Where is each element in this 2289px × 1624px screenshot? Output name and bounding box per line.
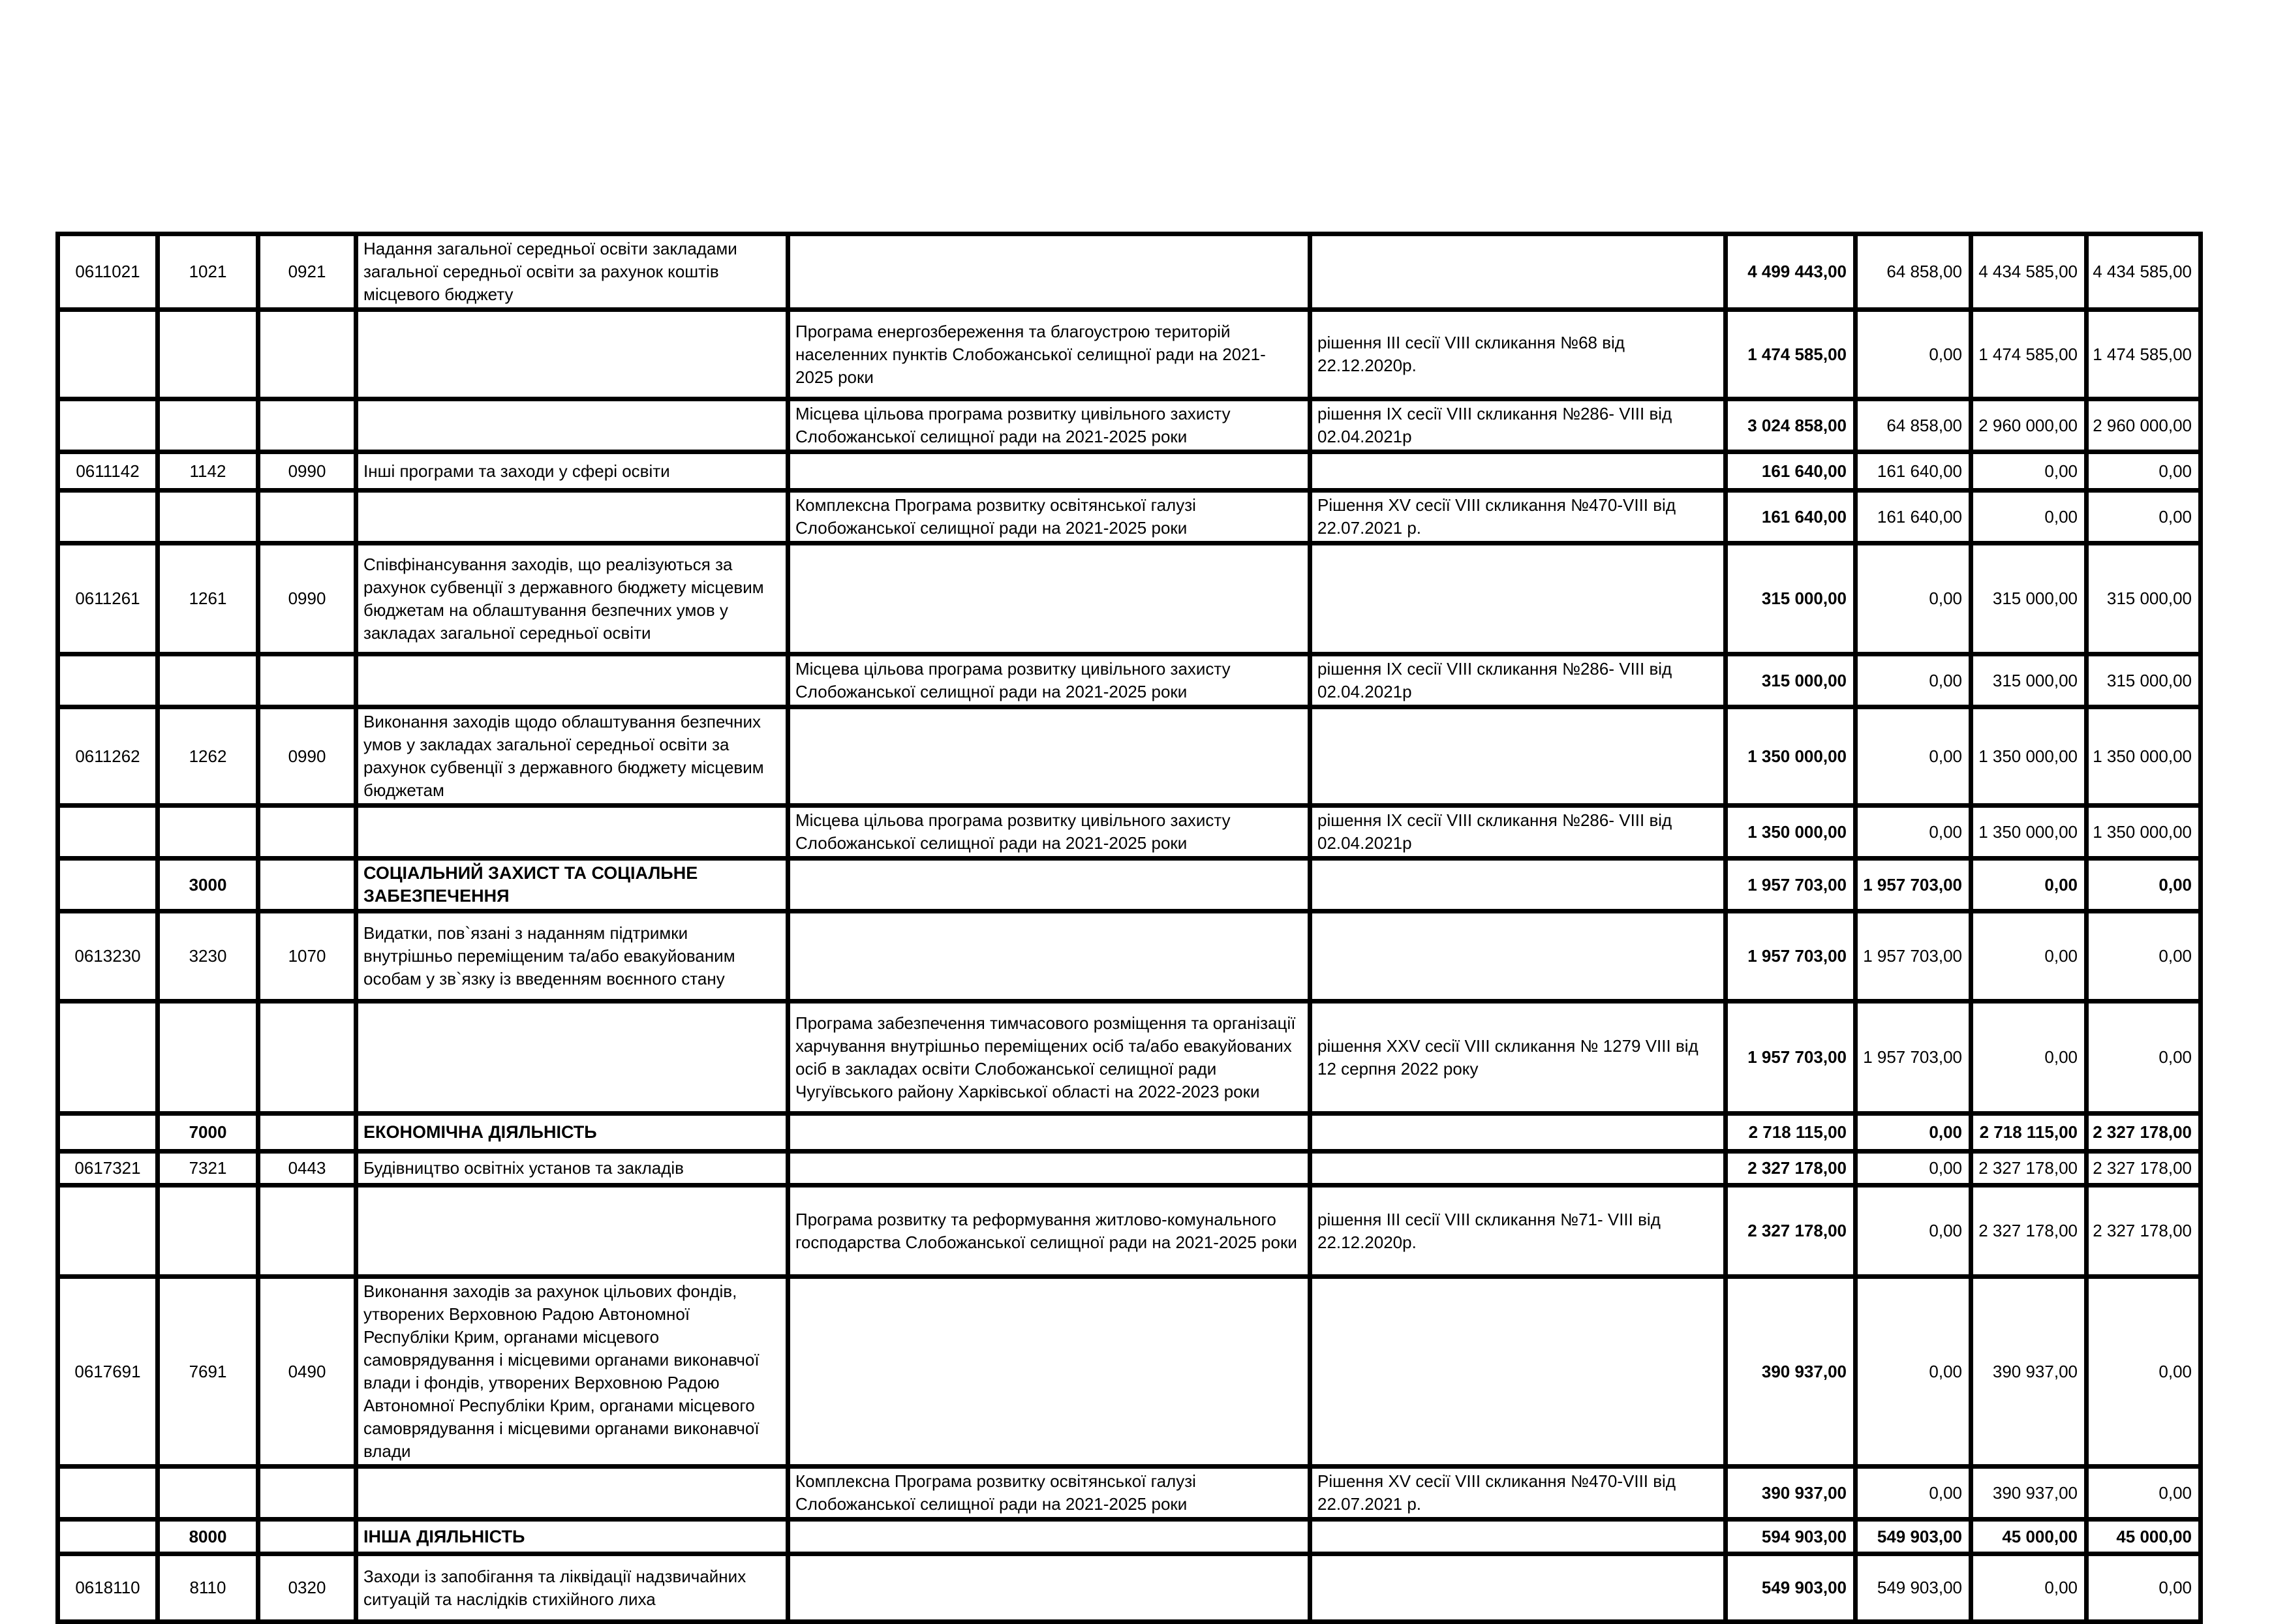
table-row	[58, 310, 2201, 399]
general-fund-cell: 0,00	[1856, 310, 1971, 399]
decision-cell	[1310, 1554, 1726, 1622]
general-fund-cell: 549 903,00	[1856, 1520, 1971, 1554]
total-amount-cell: 1 350 000,00	[1726, 806, 1856, 859]
decision-cell: рішення III сесії VIII скликання №68 від 22.12.2020р.	[1310, 310, 1726, 399]
code-program-cell	[58, 859, 158, 912]
code-program-cell: 0617321	[58, 1152, 158, 1186]
code-tpkvk-cell: 7000	[158, 1114, 258, 1152]
code-fk-cell: 0990	[258, 707, 356, 806]
code-program-cell	[58, 1467, 158, 1520]
special-fund-cell: 2 960 000,00	[1971, 399, 2087, 452]
code-program-cell: 0617691	[58, 1277, 158, 1467]
special-fund-cell: 2 718 115,00	[1971, 1114, 2087, 1152]
development-budget-cell: 0,00	[2087, 1467, 2201, 1520]
code-tpkvk-cell	[158, 310, 258, 399]
general-fund-cell: 1 957 703,00	[1856, 859, 1971, 912]
name-cell: Співфінансування заходів, що реалізуються за рахунок субвенції з державного бюджету місцевим бюджетам на облаштування безпечних умов у закладах загальної середньої освіти	[356, 544, 788, 654]
general-fund-cell: 64 858,00	[1856, 234, 1971, 310]
special-fund-cell: 315 000,00	[1971, 544, 2087, 654]
total-amount-cell: 161 640,00	[1726, 452, 1856, 491]
table-row	[58, 1002, 2201, 1114]
table-row	[58, 654, 2201, 707]
code-program-cell: 0611021	[58, 234, 158, 310]
code-fk-cell: 1070	[258, 912, 356, 1002]
program-cell: Місцева цільова програма розвитку цивільного захисту Слобожанської селищної ради на 2021-2025 роки	[788, 399, 1310, 452]
general-fund-cell: 0,00	[1856, 806, 1971, 859]
program-cell: Місцева цільова програма розвитку цивільного захисту Слобожанської селищної ради на 2021-2025 роки	[788, 654, 1310, 707]
code-fk-cell	[258, 654, 356, 707]
code-tpkvk-cell: 1261	[158, 544, 258, 654]
name-cell: ЕКОНОМІЧНА ДІЯЛЬНІСТЬ	[356, 1114, 788, 1152]
table-row	[58, 1554, 2201, 1622]
general-fund-cell: 0,00	[1856, 1152, 1971, 1186]
decision-cell	[1310, 234, 1726, 310]
development-budget-cell: 2 327 178,00	[2087, 1114, 2201, 1152]
general-fund-cell: 161 640,00	[1856, 491, 1971, 544]
table-row	[58, 234, 2201, 310]
name-cell	[356, 1467, 788, 1520]
decision-cell: Рішення XV сесії VIII скликання №470-VIII від 22.07.2021 р.	[1310, 491, 1726, 544]
code-program-cell	[58, 1186, 158, 1277]
program-cell	[788, 234, 1310, 310]
code-fk-cell	[258, 1186, 356, 1277]
table-row	[58, 859, 2201, 912]
code-tpkvk-cell: 3230	[158, 912, 258, 1002]
code-tpkvk-cell: 1021	[158, 234, 258, 310]
development-budget-cell: 2 327 178,00	[2087, 1186, 2201, 1277]
code-program-cell	[58, 399, 158, 452]
name-cell	[356, 491, 788, 544]
special-fund-cell: 0,00	[1971, 1554, 2087, 1622]
total-amount-cell: 1 957 703,00	[1726, 859, 1856, 912]
code-program-cell: 0611262	[58, 707, 158, 806]
code-fk-cell: 0490	[258, 1277, 356, 1467]
name-cell: Надання загальної середньої освіти закладами загальної середньої освіти за рахунок коштів місцевого бюджету	[356, 234, 788, 310]
name-cell: ІНША ДІЯЛЬНІСТЬ	[356, 1520, 788, 1554]
program-cell	[788, 452, 1310, 491]
name-cell: Інші програми та заходи у сфері освіти	[356, 452, 788, 491]
total-amount-cell: 315 000,00	[1726, 654, 1856, 707]
special-fund-cell: 390 937,00	[1971, 1467, 2087, 1520]
code-fk-cell	[258, 491, 356, 544]
decision-cell	[1310, 1152, 1726, 1186]
development-budget-cell: 0,00	[2087, 859, 2201, 912]
code-fk-cell: 0990	[258, 452, 356, 491]
development-budget-cell: 1 474 585,00	[2087, 310, 2201, 399]
code-tpkvk-cell: 7691	[158, 1277, 258, 1467]
code-program-cell	[58, 1002, 158, 1114]
decision-cell: рішення IX сесії VIII скликання №286- VIII від 02.04.2021р	[1310, 654, 1726, 707]
decision-cell	[1310, 1277, 1726, 1467]
program-cell: Програма енергозбереження та благоустрою територій населенних пунктів Слобожанської селищної ради на 2021-2025 роки	[788, 310, 1310, 399]
table-row	[58, 806, 2201, 859]
total-amount-cell: 161 640,00	[1726, 491, 1856, 544]
program-cell: Програма розвитку та реформування житлово-комунального господарства Слобожанської селищної ради на 2021-2025 роки	[788, 1186, 1310, 1277]
name-cell	[356, 1186, 788, 1277]
special-fund-cell: 1 350 000,00	[1971, 707, 2087, 806]
development-budget-cell: 0,00	[2087, 1554, 2201, 1622]
program-cell: Комплексна Програма розвитку освітянської галузі Слобожанської селищної ради на 2021-2025 роки	[788, 1467, 1310, 1520]
name-cell	[356, 1002, 788, 1114]
decision-cell	[1310, 912, 1726, 1002]
total-amount-cell: 1 957 703,00	[1726, 1002, 1856, 1114]
program-cell: Комплексна Програма розвитку освітянської галузі Слобожанської селищної ради на 2021-2025 роки	[788, 491, 1310, 544]
decision-cell	[1310, 707, 1726, 806]
program-cell	[788, 544, 1310, 654]
table-row	[58, 452, 2201, 491]
development-budget-cell: 0,00	[2087, 1277, 2201, 1467]
total-amount-cell: 2 327 178,00	[1726, 1152, 1856, 1186]
table-row	[58, 544, 2201, 654]
code-program-cell	[58, 1114, 158, 1152]
general-fund-cell: 1 957 703,00	[1856, 912, 1971, 1002]
code-program-cell	[58, 654, 158, 707]
special-fund-cell: 0,00	[1971, 912, 2087, 1002]
table-row	[58, 1277, 2201, 1467]
total-amount-cell: 390 937,00	[1726, 1277, 1856, 1467]
total-amount-cell: 4 499 443,00	[1726, 234, 1856, 310]
code-tpkvk-cell: 8110	[158, 1554, 258, 1622]
code-fk-cell	[258, 1520, 356, 1554]
code-tpkvk-cell: 1262	[158, 707, 258, 806]
program-cell: Програма забезпечення тимчасового розміщення та організації харчування внутрішньо переміщених осіб та/або евакуйованих осіб в закладах освіти Слобожанської селищної ради Чугуївського району Харківської області на 2022-2023 роки	[788, 1002, 1310, 1114]
special-fund-cell: 2 327 178,00	[1971, 1186, 2087, 1277]
general-fund-cell: 0,00	[1856, 544, 1971, 654]
program-cell	[788, 859, 1310, 912]
total-amount-cell: 549 903,00	[1726, 1554, 1856, 1622]
program-cell	[788, 1277, 1310, 1467]
development-budget-cell: 45 000,00	[2087, 1520, 2201, 1554]
code-fk-cell	[258, 859, 356, 912]
development-budget-cell: 1 350 000,00	[2087, 806, 2201, 859]
special-fund-cell: 0,00	[1971, 491, 2087, 544]
name-cell: Видатки, пов`язані з наданням підтримки внутрішньо переміщеним та/або евакуйованим особам у зв`язку із введенням воєнного стану	[356, 912, 788, 1002]
name-cell	[356, 399, 788, 452]
special-fund-cell: 390 937,00	[1971, 1277, 2087, 1467]
total-amount-cell: 1 957 703,00	[1726, 912, 1856, 1002]
special-fund-cell: 0,00	[1971, 1002, 2087, 1114]
program-cell	[788, 1520, 1310, 1554]
code-fk-cell: 0990	[258, 544, 356, 654]
code-program-cell	[58, 310, 158, 399]
decision-cell: рішення IX сесії VIII скликання №286- VIII від 02.04.2021р	[1310, 806, 1726, 859]
code-program-cell	[58, 1520, 158, 1554]
table-row	[58, 1114, 2201, 1152]
decision-cell	[1310, 859, 1726, 912]
decision-cell: рішення IX сесії VIII скликання №286- VIII від 02.04.2021р	[1310, 399, 1726, 452]
development-budget-cell: 0,00	[2087, 912, 2201, 1002]
decision-cell: рішення XXV сесії VIII скликання № 1279 VIII від 12 серпня 2022 року	[1310, 1002, 1726, 1114]
code-fk-cell	[258, 1002, 356, 1114]
special-fund-cell: 315 000,00	[1971, 654, 2087, 707]
total-amount-cell: 2 718 115,00	[1726, 1114, 1856, 1152]
program-cell	[788, 1554, 1310, 1622]
special-fund-cell: 4 434 585,00	[1971, 234, 2087, 310]
name-cell	[356, 654, 788, 707]
special-fund-cell: 0,00	[1971, 452, 2087, 491]
special-fund-cell: 2 327 178,00	[1971, 1152, 2087, 1186]
name-cell	[356, 310, 788, 399]
decision-cell	[1310, 452, 1726, 491]
general-fund-cell: 0,00	[1856, 707, 1971, 806]
program-cell	[788, 1152, 1310, 1186]
name-cell: Виконання заходів щодо облаштування безпечних умов у закладах загальної середньої освіти за рахунок субвенції з державного бюджету місцевим бюджетам	[356, 707, 788, 806]
budget-table	[55, 232, 2203, 1624]
development-budget-cell: 315 000,00	[2087, 544, 2201, 654]
total-amount-cell: 315 000,00	[1726, 544, 1856, 654]
name-cell: Виконання заходів за рахунок цільових фондів, утворених Верховною Радою Автономної Республіки Крим, органами місцевого самоврядування і місцевими органами виконавчої влади і фондів, утворених Верховною Радою Автономної Республіки Крим, органами місцевого самоврядування і місцевими органами виконавчої влади	[356, 1277, 788, 1467]
special-fund-cell: 1 350 000,00	[1971, 806, 2087, 859]
development-budget-cell: 315 000,00	[2087, 654, 2201, 707]
general-fund-cell: 1 957 703,00	[1856, 1002, 1971, 1114]
general-fund-cell: 0,00	[1856, 1467, 1971, 1520]
code-program-cell: 0611142	[58, 452, 158, 491]
program-cell	[788, 707, 1310, 806]
program-cell	[788, 1114, 1310, 1152]
development-budget-cell: 4 434 585,00	[2087, 234, 2201, 310]
development-budget-cell: 2 960 000,00	[2087, 399, 2201, 452]
code-fk-cell	[258, 806, 356, 859]
code-fk-cell: 0443	[258, 1152, 356, 1186]
total-amount-cell: 2 327 178,00	[1726, 1186, 1856, 1277]
general-fund-cell: 549 903,00	[1856, 1554, 1971, 1622]
general-fund-cell: 0,00	[1856, 1277, 1971, 1467]
special-fund-cell: 45 000,00	[1971, 1520, 2087, 1554]
code-fk-cell	[258, 1467, 356, 1520]
code-program-cell	[58, 491, 158, 544]
decision-cell: рішення III сесії VIII скликання №71- VIII від 22.12.2020р.	[1310, 1186, 1726, 1277]
special-fund-cell: 1 474 585,00	[1971, 310, 2087, 399]
code-fk-cell	[258, 310, 356, 399]
code-fk-cell	[258, 1114, 356, 1152]
program-cell	[788, 912, 1310, 1002]
table-row	[58, 399, 2201, 452]
code-tpkvk-cell	[158, 399, 258, 452]
development-budget-cell: 0,00	[2087, 1002, 2201, 1114]
name-cell: СОЦІАЛЬНИЙ ЗАХИСТ ТА СОЦІАЛЬНЕ ЗАБЕЗПЕЧЕННЯ	[356, 859, 788, 912]
name-cell: Заходи із запобігання та ліквідації надзвичайних ситуацій та наслідків стихійного лиха	[356, 1554, 788, 1622]
decision-cell: Рішення XV сесії VIII скликання №470-VIII від 22.07.2021 р.	[1310, 1467, 1726, 1520]
total-amount-cell: 390 937,00	[1726, 1467, 1856, 1520]
total-amount-cell: 594 903,00	[1726, 1520, 1856, 1554]
code-tpkvk-cell	[158, 491, 258, 544]
code-program-cell: 0618110	[58, 1554, 158, 1622]
code-program-cell: 0611261	[58, 544, 158, 654]
code-tpkvk-cell: 1142	[158, 452, 258, 491]
code-fk-cell	[258, 399, 356, 452]
total-amount-cell: 3 024 858,00	[1726, 399, 1856, 452]
code-tpkvk-cell	[158, 654, 258, 707]
general-fund-cell: 0,00	[1856, 1186, 1971, 1277]
decision-cell	[1310, 544, 1726, 654]
general-fund-cell: 161 640,00	[1856, 452, 1971, 491]
code-program-cell	[58, 806, 158, 859]
table-row	[58, 491, 2201, 544]
table-row	[58, 912, 2201, 1002]
code-tpkvk-cell	[158, 1467, 258, 1520]
table-row	[58, 1467, 2201, 1520]
development-budget-cell: 0,00	[2087, 491, 2201, 544]
general-fund-cell: 64 858,00	[1856, 399, 1971, 452]
code-tpkvk-cell: 8000	[158, 1520, 258, 1554]
code-tpkvk-cell: 3000	[158, 859, 258, 912]
general-fund-cell: 0,00	[1856, 1114, 1971, 1152]
table-row	[58, 1520, 2201, 1554]
development-budget-cell: 1 350 000,00	[2087, 707, 2201, 806]
code-tpkvk-cell: 7321	[158, 1152, 258, 1186]
name-cell: Будівництво освітніх установ та закладів	[356, 1152, 788, 1186]
special-fund-cell: 0,00	[1971, 859, 2087, 912]
development-budget-cell: 0,00	[2087, 452, 2201, 491]
program-cell: Місцева цільова програма розвитку цивільного захисту Слобожанської селищної ради на 2021-2025 роки	[788, 806, 1310, 859]
name-cell	[356, 806, 788, 859]
total-amount-cell: 1 474 585,00	[1726, 310, 1856, 399]
decision-cell	[1310, 1520, 1726, 1554]
code-fk-cell: 0320	[258, 1554, 356, 1622]
code-tpkvk-cell	[158, 1186, 258, 1277]
code-fk-cell: 0921	[258, 234, 356, 310]
table-row	[58, 707, 2201, 806]
code-tpkvk-cell	[158, 1002, 258, 1114]
table-row	[58, 1152, 2201, 1186]
decision-cell	[1310, 1114, 1726, 1152]
total-amount-cell: 1 350 000,00	[1726, 707, 1856, 806]
budget-table-body	[58, 234, 2201, 1622]
code-program-cell: 0613230	[58, 912, 158, 1002]
general-fund-cell: 0,00	[1856, 654, 1971, 707]
table-row	[58, 1186, 2201, 1277]
development-budget-cell: 2 327 178,00	[2087, 1152, 2201, 1186]
code-tpkvk-cell	[158, 806, 258, 859]
